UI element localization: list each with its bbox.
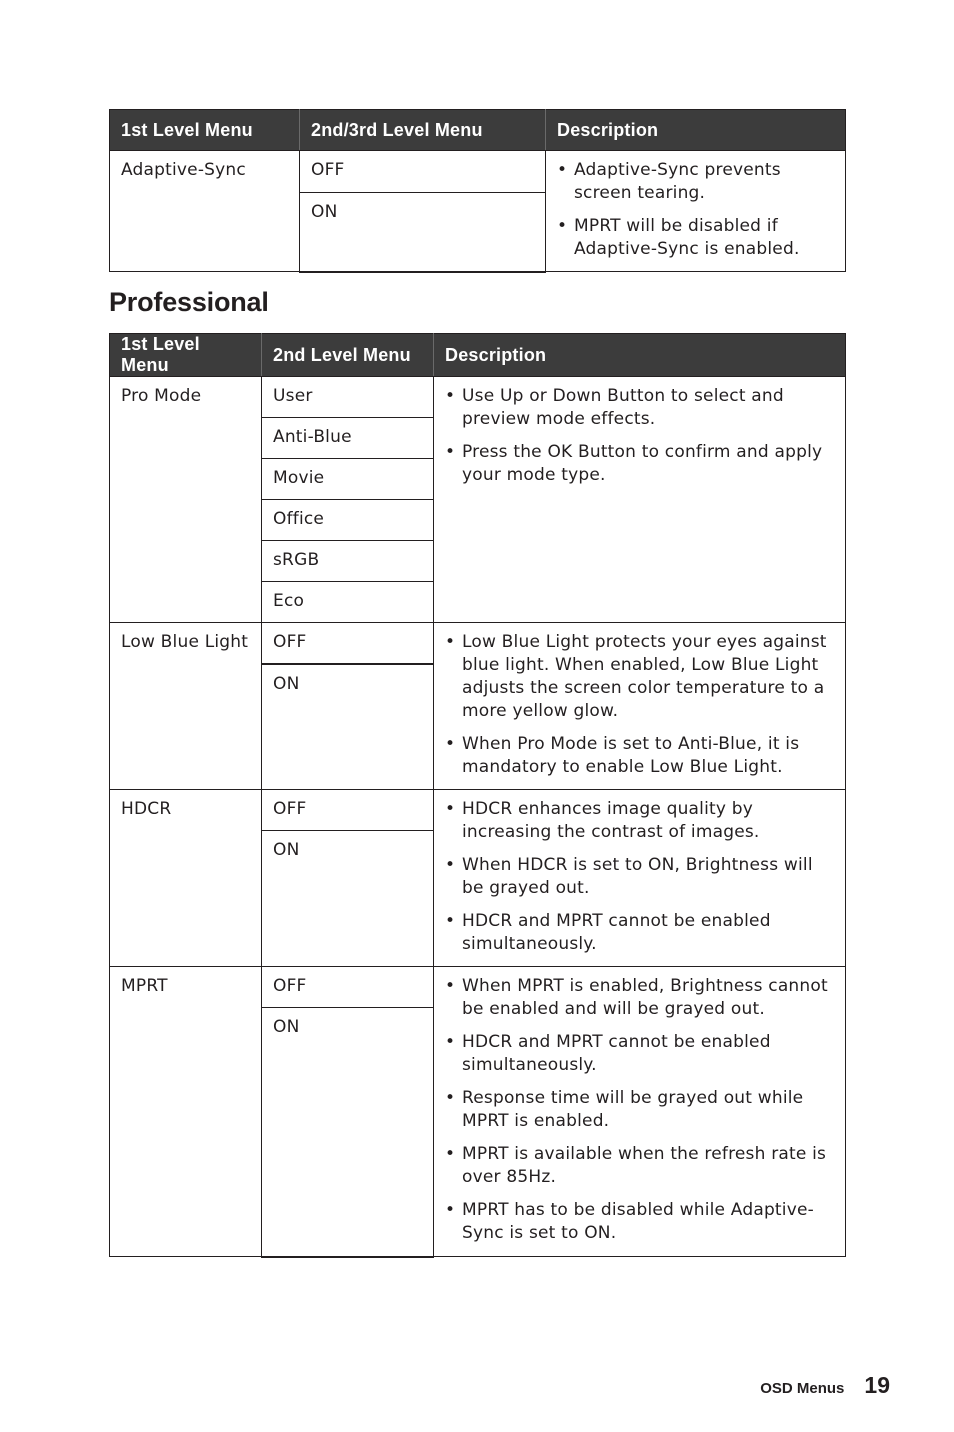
header-description: Description <box>546 110 846 151</box>
description-bullet: • Press the OK Button to confirm and apply your mode type. <box>445 441 834 487</box>
description-bullet: • HDCR enhances image quality by increasing the contrast of images. <box>445 798 834 844</box>
option-cell: OFF <box>262 967 434 1008</box>
table-header-row <box>110 334 846 377</box>
description-cell <box>434 967 846 1257</box>
description-cell <box>434 790 846 967</box>
option-cell: sRGB <box>262 541 434 582</box>
description-bullet: • MPRT will be disabled if Adaptive-Sync is enabled. <box>557 215 834 261</box>
option-cell: ON <box>262 664 434 790</box>
description-bullet: • MPRT has to be disabled while Adaptive-Sync is set to ON. <box>445 1199 834 1245</box>
header-1st-level: 1st Level Menu <box>110 110 300 151</box>
description-bullet: • HDCR and MPRT cannot be enabled simultaneously. <box>445 910 834 956</box>
table-row <box>110 790 846 831</box>
description-cell <box>434 623 846 790</box>
table-header-row <box>110 110 846 151</box>
option-cell: Anti-Blue <box>262 418 434 459</box>
table-row <box>110 623 846 664</box>
description-bullet: • HDCR and MPRT cannot be enabled simultaneously. <box>445 1031 834 1077</box>
menu-cell: Low Blue Light <box>110 623 262 790</box>
description-bullet: • MPRT is available when the refresh rate is over 85Hz. <box>445 1143 834 1189</box>
description-cell <box>546 151 846 272</box>
option-cell: ON <box>262 831 434 967</box>
option-cell: Movie <box>262 459 434 500</box>
menu-cell: Adaptive-Sync <box>110 151 300 272</box>
menu-cell: Pro Mode <box>110 377 262 623</box>
header-2nd-level: 2nd Level Menu <box>262 334 434 377</box>
option-cell: Office <box>262 500 434 541</box>
description-bullet: • When MPRT is enabled, Brightness cannot be enabled and will be grayed out. <box>445 975 834 1021</box>
option-cell: OFF <box>300 151 546 193</box>
section-title: Professional <box>109 287 269 317</box>
menu-cell: MPRT <box>110 967 262 1257</box>
table-row <box>110 151 846 193</box>
header-2nd-3rd-level: 2nd/3rd Level Menu <box>300 110 546 151</box>
option-cell: User <box>262 377 434 418</box>
option-cell: ON <box>300 192 546 271</box>
table-row <box>110 377 846 418</box>
option-cell: OFF <box>262 623 434 664</box>
header-description: Description <box>434 334 846 377</box>
table-row <box>110 967 846 1008</box>
description-bullet: • Low Blue Light protects your eyes against blue light. When enabled, Low Blue Light adjusts the screen color temperature to a more yellow glow. <box>445 631 834 723</box>
option-cell: ON <box>262 1008 434 1257</box>
description-cell <box>434 377 846 623</box>
header-1st-level: 1st Level Menu <box>110 334 262 377</box>
description-bullet: • When Pro Mode is set to Anti-Blue, it is mandatory to enable Low Blue Light. <box>445 733 834 779</box>
page-number: 19 <box>864 1372 890 1398</box>
description-bullet: • Use Up or Down Button to select and preview mode effects. <box>445 385 834 431</box>
footer-section-label: OSD Menus <box>760 1380 845 1397</box>
description-bullet: • Adaptive-Sync prevents screen tearing. <box>557 159 834 205</box>
description-bullet: • Response time will be grayed out while MPRT is enabled. <box>445 1087 834 1133</box>
description-bullet: • When HDCR is set to ON, Brightness will be grayed out. <box>445 854 834 900</box>
option-cell: OFF <box>262 790 434 831</box>
page-footer <box>760 1372 890 1399</box>
option-cell: Eco <box>262 582 434 623</box>
menu-cell: HDCR <box>110 790 262 967</box>
adaptive-sync-table <box>109 109 846 273</box>
professional-table <box>109 333 846 1258</box>
